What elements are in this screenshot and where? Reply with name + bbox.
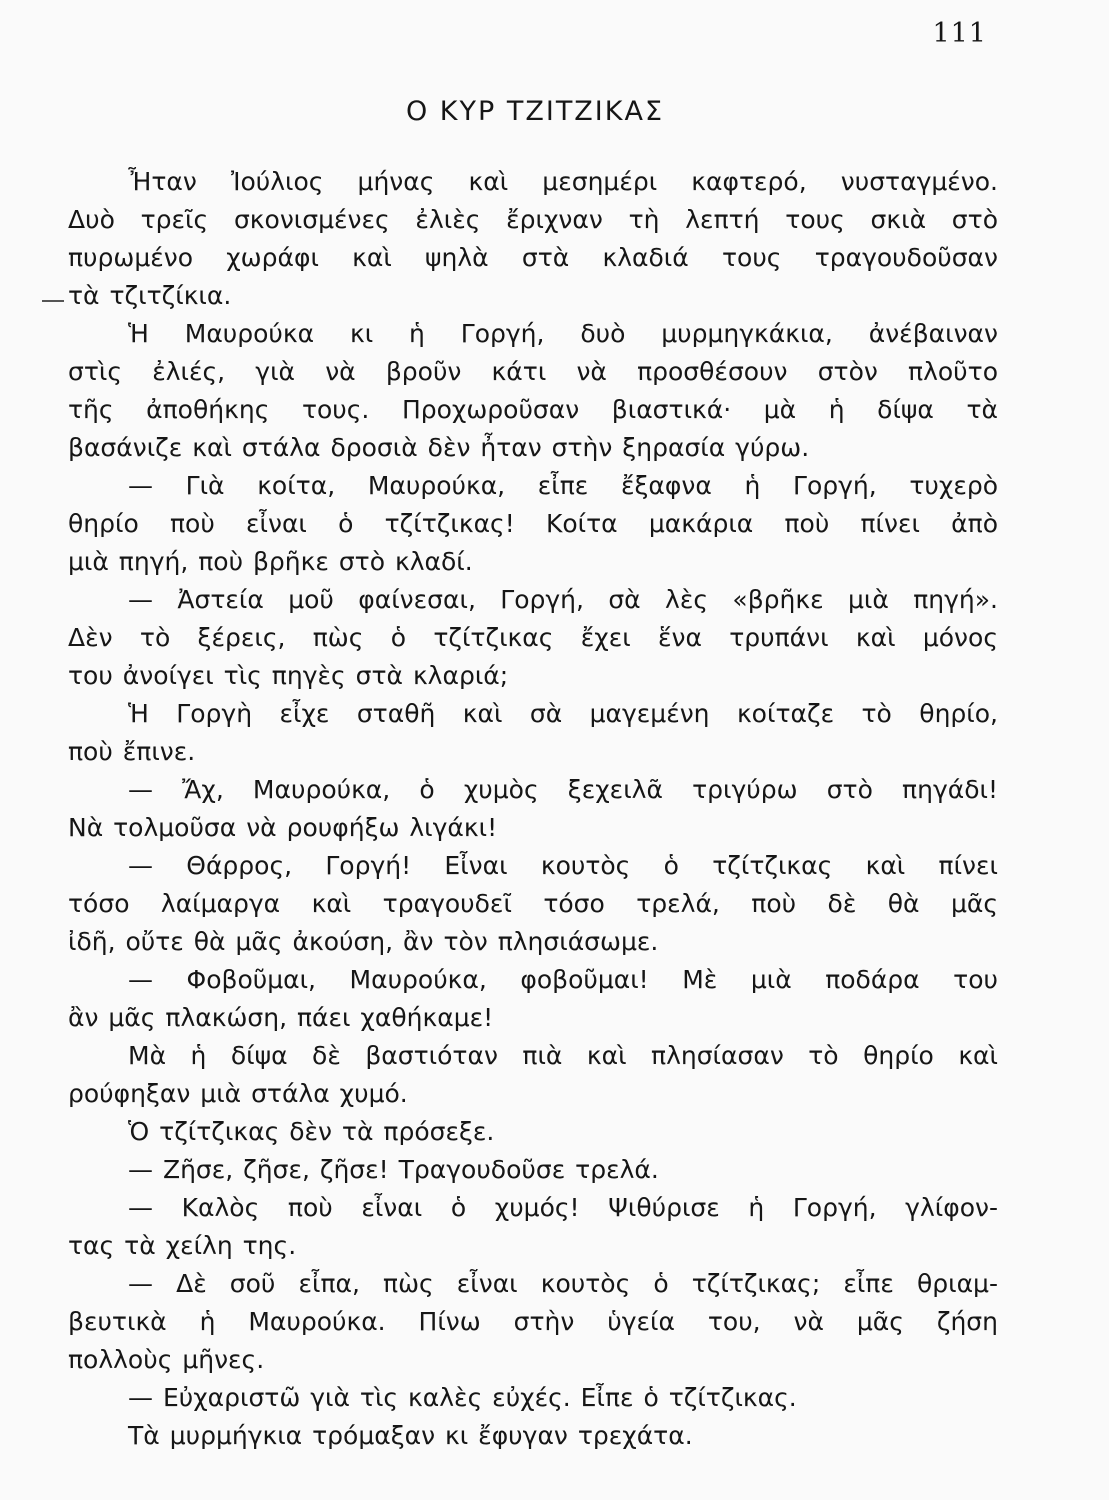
text-line: — Φοβοῦμαι, Μαυρούκα, φοβοῦμαι! Μὲ μιὰ ποδάρα του — [128, 965, 998, 994]
text-line: — Ζῆσε, ζῆσε, ζῆσε! Τραγουδοῦσε τρελά. — [128, 1155, 659, 1184]
text-line: ἰδῆ, οὔτε θὰ μᾶς ἀκούση, ἂν τὸν πλησιάσωμε. — [68, 927, 659, 956]
text-line: βασάνιζε καὶ στάλα δροσιὰ δὲν ἦταν στὴν ξηρασία γύρω. — [68, 433, 810, 462]
text-line: θηρίο ποὺ εἶναι ὁ τζίτζικας! Κοίτα μακάρια ποὺ πίνει ἀπὸ — [68, 509, 998, 538]
text-line: βευτικὰ ἡ Μαυρούκα. Πίνω στὴν ὑγεία του, νὰ μᾶς ζήση — [68, 1307, 998, 1336]
text-line: — Ἀστεία μοῦ φαίνεσαι, Γοργή, σὰ λὲς «βρῆκε μιὰ πηγή». — [128, 585, 998, 614]
text-line: τας τὰ χείλη της. — [68, 1231, 297, 1260]
text-line: Μὰ ἡ δίψα δὲ βαστιόταν πιὰ καὶ πλησίασαν τὸ θηρίο καὶ — [128, 1041, 998, 1070]
text-line: ἂν μᾶς πλακώση, πάει χαθήκαμε! — [68, 1003, 494, 1032]
text-line: — Δὲ σοῦ εἶπα, πὼς εἶναι κουτὸς ὁ τζίτζικας; εἶπε θριαμ- — [128, 1269, 998, 1298]
text-line: πυρωμένο χωράφι καὶ ψηλὰ στὰ κλαδιά τους τραγουδοῦσαν — [68, 243, 998, 272]
text-line: μιὰ πηγή, ποὺ βρῆκε στὸ κλαδί. — [68, 547, 473, 576]
text-line: στὶς ἐλιές, γιὰ νὰ βροῦν κάτι νὰ προσθέσουν στὸν πλοῦτο — [68, 357, 998, 386]
text-line: — Εὐχαριστῶ γιὰ τὶς καλὲς εὐχές. Εἶπε ὁ τζίτζικας. — [128, 1383, 797, 1412]
text-line: Δυὸ τρεῖς σκονισμένες ἐλιὲς ἔριχναν τὴ λεπτή τους σκιὰ στὸ — [68, 205, 998, 234]
text-line: Ἦταν Ἰούλιος μήνας καὶ μεσημέρι καφτερό, νυσταγμένο. — [128, 167, 998, 196]
text-line: Νὰ τολμοῦσα νὰ ρουφήξω λιγάκι! — [68, 813, 498, 842]
page-number: 111 — [932, 18, 987, 49]
text-line: — Γιὰ κοίτα, Μαυρούκα, εἶπε ἔξαφνα ἡ Γοργή, τυχερὸ — [128, 471, 998, 500]
margin-mark — [42, 300, 64, 302]
story-title: Ο ΚΥΡ ΤΖΙΤΖΙΚΑΣ — [405, 96, 665, 127]
text-line: Ὁ τζίτζικας δὲν τὰ πρόσεξε. — [128, 1117, 495, 1146]
text-line: πολλοὺς μῆνες. — [68, 1345, 265, 1374]
story-body — [68, 163, 998, 1455]
text-line: τόσο λαίμαργα καὶ τραγουδεῖ τόσο τρελά, ποὺ δὲ θὰ μᾶς — [68, 889, 998, 918]
text-line: Ἡ Μαυρούκα κι ἡ Γοργή, δυὸ μυρμηγκάκια, ἀνέβαιναν — [128, 319, 998, 348]
text-line: του ἀνοίγει τὶς πηγὲς στὰ κλαριά; — [68, 661, 509, 690]
text-line: — Καλὸς ποὺ εἶναι ὁ χυμός! Ψιθύρισε ἡ Γοργή, γλίφον- — [128, 1193, 998, 1222]
text-line: — Ἄχ, Μαυρούκα, ὁ χυμὸς ξεχειλᾶ τριγύρω στὸ πηγάδι! — [128, 775, 998, 804]
text-line: Δὲν τὸ ξέρεις, πὼς ὁ τζίτζικας ἔχει ἕνα τρυπάνι καὶ μόνος — [68, 623, 998, 652]
text-line: τῆς ἀποθήκης τους. Προχωροῦσαν βιαστικά· μὰ ἡ δίψα τὰ — [68, 395, 998, 424]
text-line: ποὺ ἔπινε. — [68, 737, 196, 766]
text-line: ρούφηξαν μιὰ στάλα χυμό. — [68, 1079, 408, 1108]
text-line: Τὰ μυρμήγκια τρόμαξαν κι ἔφυγαν τρεχάτα. — [128, 1421, 693, 1450]
text-line: Ἡ Γοργὴ εἶχε σταθῆ καὶ σὰ μαγεμένη κοίταζε τὸ θηρίο, — [128, 699, 998, 728]
text-line: τὰ τζιτζίκια. — [68, 281, 232, 310]
text-line: — Θάρρος, Γοργή! Εἶναι κουτὸς ὁ τζίτζικας καὶ πίνει — [128, 851, 998, 880]
